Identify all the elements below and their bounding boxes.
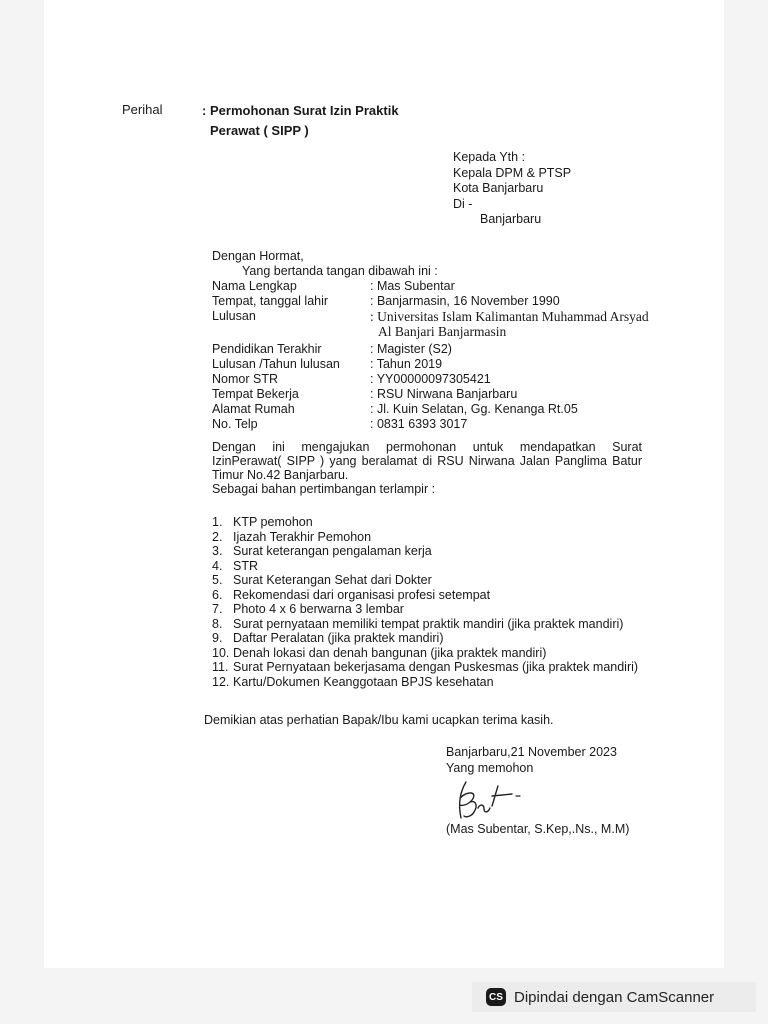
attachment-list [212, 515, 638, 689]
greeting-intro: Yang bertanda tangan dibawah ini : [242, 264, 438, 278]
list-item [212, 515, 638, 530]
recipient-line: Kepala DPM & PTSP [453, 165, 572, 180]
greeting [212, 249, 438, 279]
signer-name: (Mas Subentar, S.Kep,.Ns., M.M) [446, 822, 630, 836]
identity-value: : Magister (S2) [370, 342, 452, 356]
list-number: 10. [212, 645, 230, 660]
identity-label: Tempat Bekerja [212, 387, 299, 401]
list-text: Surat pernyataan memiliki tempat praktik mandiri (jika praktek mandiri) [233, 616, 624, 631]
list-text: Surat Pernyataan bekerjasama dengan Puskesmas (jika praktek mandiri) [233, 660, 639, 674]
paragraph-line: Timur No.42 Banjarbaru. [212, 468, 349, 482]
list-number: 6. [212, 587, 223, 602]
identity-value: : Mas Subentar [370, 279, 455, 293]
identity-value: : Tahun 2019 [370, 357, 443, 371]
list-item [212, 544, 638, 559]
request-paragraph [212, 440, 642, 496]
watermark-text: Dipindai dengan CamScanner [514, 988, 715, 1006]
identity-label: Lulusan [212, 309, 256, 323]
list-item [212, 646, 638, 661]
list-item [212, 602, 638, 617]
identity-value-line: : Universitas Islam Kalimantan Muhammad Arsyad [370, 309, 649, 324]
recipient-line: Kota Banjarbaru [453, 181, 544, 195]
list-number: 1. [212, 515, 223, 529]
subject-line-1: Permohonan Surat Izin Praktik [210, 103, 399, 118]
scanner-watermark [472, 982, 756, 1012]
list-text: Denah lokasi dan denah bangunan (jika praktek mandiri) [233, 645, 547, 660]
list-item [212, 617, 638, 632]
list-text: STR [233, 558, 258, 573]
list-item [212, 559, 638, 574]
recipient-line: Banjarbaru [480, 212, 542, 226]
identity-label: Nama Lengkap [212, 279, 297, 293]
list-item [212, 588, 638, 603]
list-text: Photo 4 x 6 berwarna 3 lembar [233, 602, 404, 616]
list-item [212, 660, 638, 675]
place-date: Banjarbaru,21 November 2023 [446, 745, 617, 759]
identity-label: Pendidikan Terakhir [212, 342, 322, 356]
greeting-salutation: Dengan Hormat, [212, 249, 304, 263]
list-number: 5. [212, 573, 223, 587]
identity-value: : YY00000097305421 [370, 372, 491, 386]
list-number: 7. [212, 602, 223, 616]
list-item [212, 675, 638, 690]
identity-label: Nomor STR [212, 372, 278, 386]
list-item [212, 530, 638, 545]
paragraph-line: IzinPerawat( SIPP ) yang beralamat di RSU Nirwana Jalan Panglima Batur [212, 454, 642, 468]
subject-line-2: Perawat ( SIPP ) [210, 123, 309, 138]
signature-block [446, 744, 617, 776]
list-item [212, 631, 638, 646]
list-number: 9. [212, 631, 223, 645]
identity-label: No. Telp [212, 417, 258, 431]
list-number: 2. [212, 529, 223, 544]
identity-value [370, 309, 649, 339]
list-text: Kartu/Dokumen Keanggotaan BPJS kesehatan [233, 674, 494, 689]
identity-value: : Jl. Kuin Selatan, Gg. Kenanga Rt.05 [370, 402, 578, 416]
list-text: Daftar Peralatan (jika praktek mandiri) [233, 631, 444, 645]
closing-sentence: Demikian atas perhatian Bapak/Ibu kami ucapkan terima kasih. [204, 713, 554, 727]
paragraph-line: Dengan ini mengajukan permohonan untuk mendapatkan Surat [212, 440, 642, 454]
list-text: Surat Keterangan Sehat dari Dokter [233, 573, 432, 587]
list-number: 3. [212, 544, 223, 558]
list-text: Rekomendasi dari organisasi profesi setempat [233, 587, 491, 602]
list-text: Surat keterangan pengalaman kerja [233, 544, 432, 558]
identity-label: Alamat Rumah [212, 402, 295, 416]
list-item [212, 573, 638, 588]
recipient-line: Di - [453, 196, 473, 211]
list-number: 11. [212, 660, 229, 674]
signer-role: Yang memohon [446, 761, 534, 775]
recipient-address [453, 150, 571, 228]
identity-label: Tempat, tanggal lahir [212, 294, 329, 308]
recipient-line: Kepada Yth : [453, 150, 526, 164]
identity-label: Lulusan /Tahun lulusan [212, 357, 340, 371]
identity-value: : Banjarmasin, 16 November 1990 [370, 294, 560, 308]
list-number: 8. [212, 616, 223, 631]
list-number: 12. [212, 674, 230, 689]
perihal-colon: : [202, 103, 207, 118]
identity-value: : RSU Nirwana Banjarbaru [370, 387, 518, 401]
list-number: 4. [212, 558, 223, 573]
identity-value-continuation: Al Banjari Banjarmasin [378, 324, 507, 339]
list-text: Ijazah Terakhir Pemohon [233, 529, 372, 544]
paragraph-line: Sebagai bahan pertimbangan terlampir : [212, 482, 436, 496]
perihal-label: Perihal [122, 102, 163, 117]
list-text: KTP pemohon [233, 515, 313, 529]
identity-value: : 0831 6393 3017 [370, 417, 468, 431]
handwritten-signature [452, 778, 542, 822]
camscanner-icon: CS [486, 988, 506, 1006]
